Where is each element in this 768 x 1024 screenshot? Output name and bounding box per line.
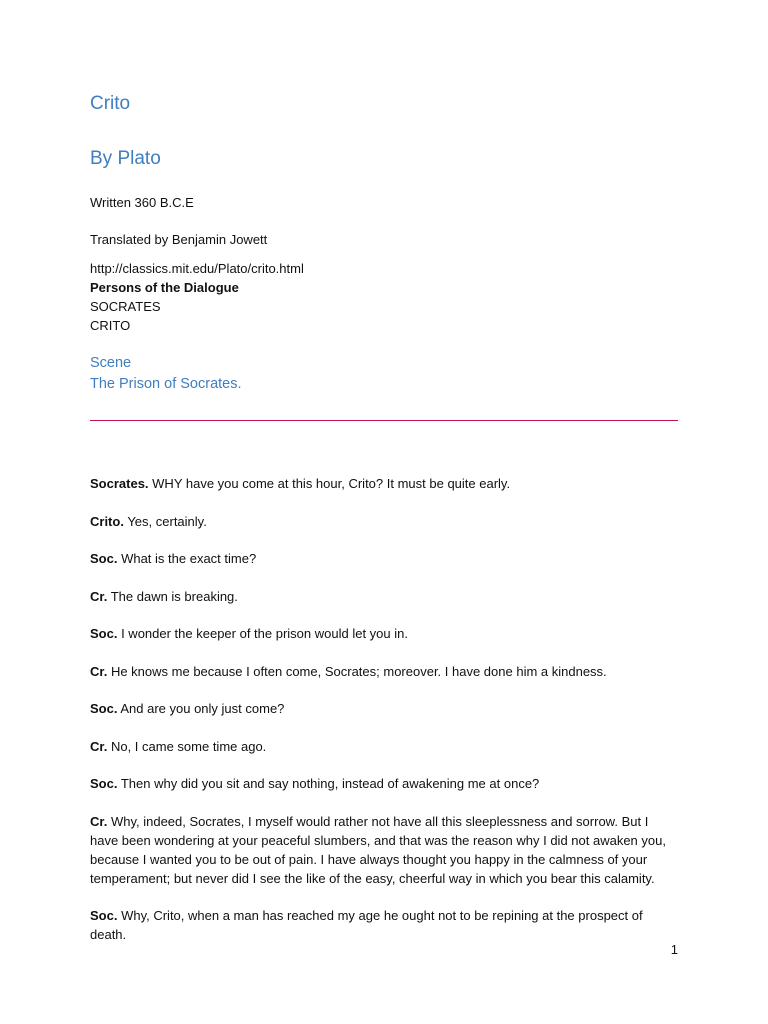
person-name: SOCRATES [90, 299, 161, 314]
speaker-name: Soc. [90, 908, 118, 923]
speech-text: What is the exact time? [117, 551, 257, 566]
persons-heading: Persons of the Dialogue [90, 280, 239, 295]
speech-text: No, I came some time ago. [107, 738, 267, 754]
dialogue-line [90, 662, 678, 681]
speech-text: Yes, certainly. [123, 513, 207, 529]
speaker-name: Soc. [90, 776, 118, 791]
dialogue-line [90, 906, 678, 944]
dialogue-line [90, 474, 678, 493]
dialogue-line [90, 699, 678, 718]
dialogue-body [90, 474, 678, 963]
speech-text: WHY have you come at this hour, Crito? It must be quite early. [148, 476, 511, 491]
source-url: http://classics.mit.edu/Plato/crito.html [90, 261, 304, 276]
speaker-name: Cr. [90, 663, 108, 679]
speech-text: The dawn is breaking. [107, 588, 238, 604]
speech-text: Why, indeed, Socrates, I myself would rather not have all this sleeplessness and sorrow. But I have been wondering at your peaceful slumbers, and that was the reason why I did not awaken you, because I wanted you to be out of pain. I have always thought you happy in the calmness of your temperament; but never did I see the like of the easy, cheerful way in which you bear this calamity. [90, 813, 666, 886]
section-divider [90, 420, 678, 421]
dialogue-line [90, 549, 678, 568]
person-name: CRITO [90, 318, 131, 333]
speaker-name: Soc. [90, 551, 118, 566]
speaker-name: Cr. [90, 738, 108, 754]
document-title: Crito [90, 93, 131, 114]
written-date: Written 360 B.C.E [90, 195, 194, 210]
speaker-name: Socrates. [90, 476, 149, 491]
speech-text: Why, Crito, when a man has reached my age he ought not to be repining at the prospect of death. [90, 908, 643, 942]
speaker-name: Cr. [90, 813, 108, 829]
speaker-name: Soc. [90, 626, 118, 641]
dialogue-line [90, 774, 678, 793]
dialogue-line [90, 812, 678, 888]
speaker-name: Cr. [90, 588, 108, 604]
speech-text: I wonder the keeper of the prison would let you in. [117, 626, 408, 641]
speaker-name: Soc. [90, 701, 118, 716]
scene-text: The Prison of Socrates. [90, 376, 242, 392]
page-number: 1 [670, 942, 678, 957]
speech-text: And are you only just come? [117, 701, 285, 716]
translator-credit: Translated by Benjamin Jowett [90, 232, 268, 247]
dialogue-line [90, 587, 678, 606]
speech-text: Then why did you sit and say nothing, instead of awakening me at once? [117, 776, 540, 791]
scene-label: Scene [90, 355, 132, 371]
speech-text: He knows me because I often come, Socrates; moreover. I have done him a kindness. [107, 663, 607, 679]
dialogue-line [90, 512, 678, 531]
dialogue-line [90, 737, 678, 756]
speaker-name: Crito. [90, 513, 124, 529]
dialogue-line [90, 624, 678, 643]
document-author: By Plato [90, 148, 161, 169]
